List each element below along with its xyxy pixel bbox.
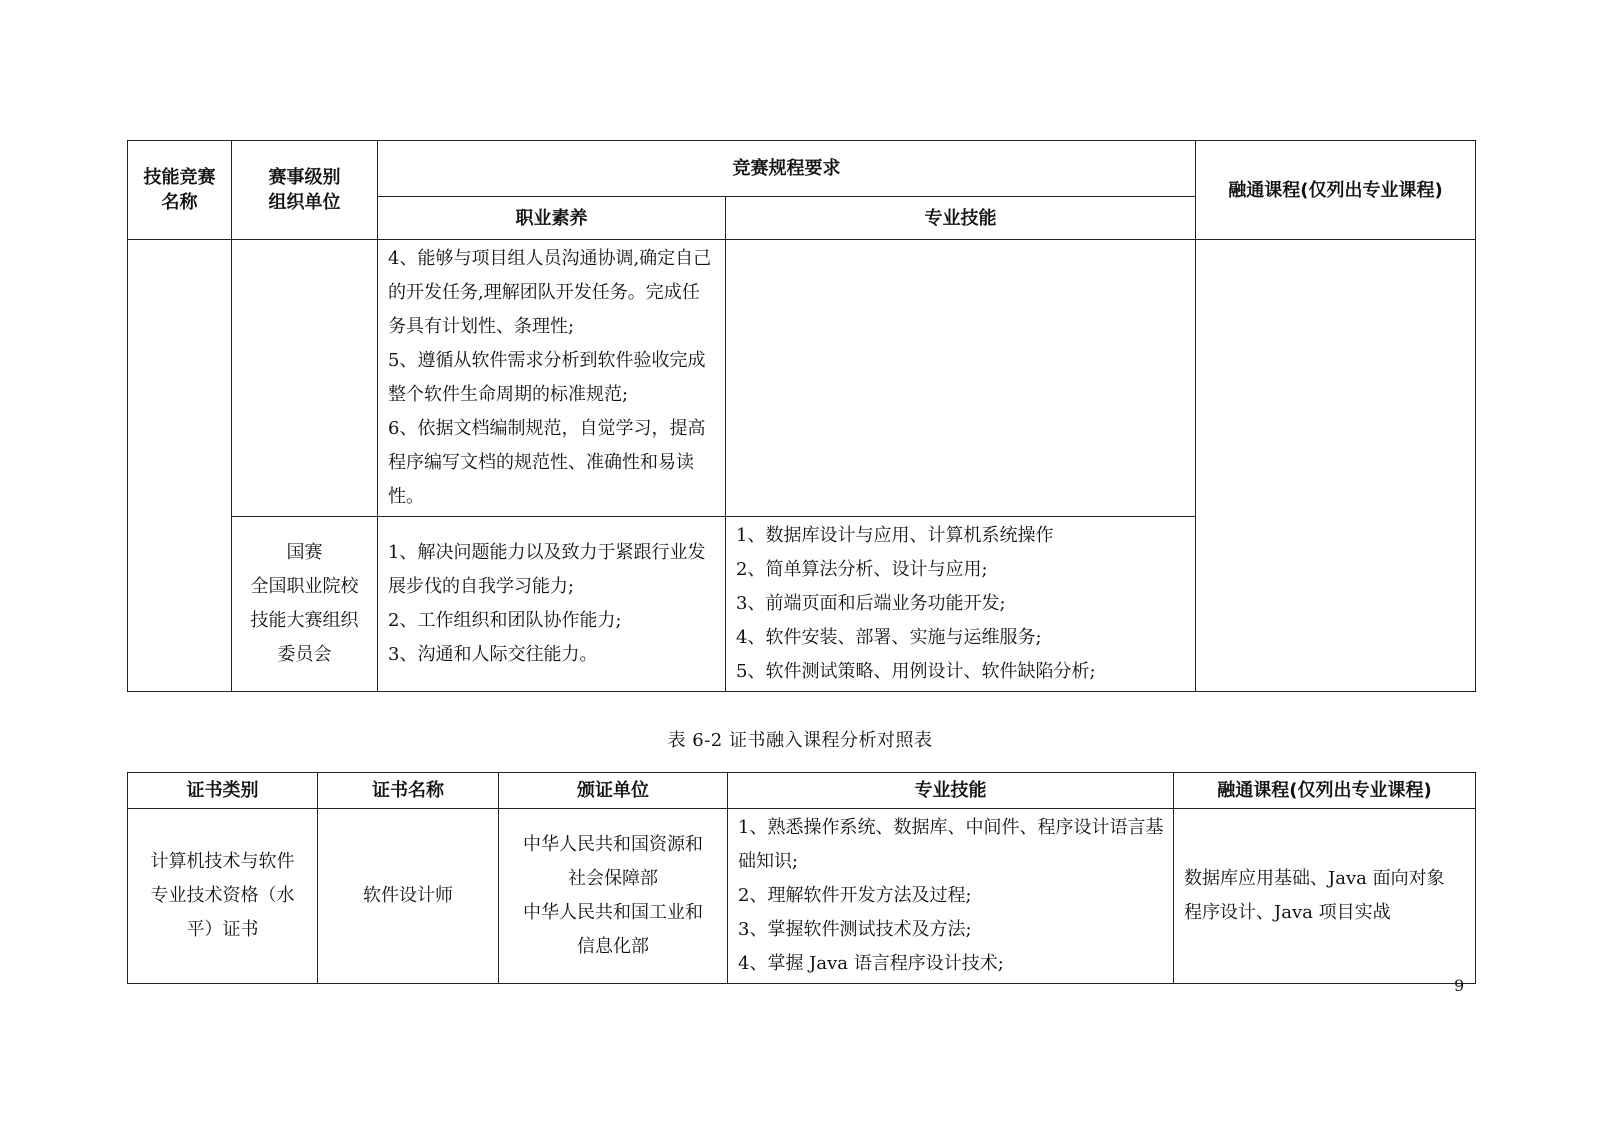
skill-item: 3、掌握软件测试技术及方法; — [738, 919, 972, 940]
category-line: 专业技术资格（水 — [150, 885, 295, 906]
competition-table — [127, 140, 1476, 692]
header-cert-skills: 专业技能 — [728, 773, 1174, 809]
quality-item: 6、依据文档编制规范，自觉学习，提高程序编写文档的规范性、准确性和易读性。 — [388, 418, 706, 507]
issuer-line: 中华人民共和国工业和 — [523, 902, 703, 923]
course-line: 数据库应用基础、Java 面向对象 — [1184, 868, 1445, 889]
header-qualities: 职业素养 — [378, 197, 726, 240]
cell-qualities-row2 — [378, 517, 726, 692]
skill-item: 5、软件测试策略、用例设计、软件缺陷分析; — [736, 661, 1096, 682]
cell-cert-courses — [1174, 809, 1476, 984]
skill-item: 4、掌握 Java 语言程序设计技术; — [738, 953, 1004, 974]
skill-item: 1、熟悉操作系统、数据库、中间件、程序设计语言基础知识; — [738, 817, 1164, 872]
header-requirements: 竞赛规程要求 — [378, 141, 1196, 197]
header-competition-name: 技能竞赛名称 — [128, 141, 232, 240]
table-caption: 表 6-2 证书融入课程分析对照表 — [667, 730, 933, 751]
skill-item: 1、数据库设计与应用、计算机系统操作 — [736, 525, 1054, 546]
level-line: 国赛 — [286, 542, 323, 563]
cell-skills-row1 — [726, 240, 1196, 517]
skill-item: 3、前端页面和后端业务功能开发; — [736, 593, 1006, 614]
quality-item: 5、遵循从软件需求分析到软件验收完成整个软件生命周期的标准规范; — [388, 350, 706, 405]
cell-competition-name — [128, 240, 232, 692]
cell-skills-row2 — [726, 517, 1196, 692]
category-line: 平）证书 — [186, 919, 259, 940]
header-cert-category: 证书类别 — [128, 773, 318, 809]
header-cert-issuer: 颁证单位 — [499, 773, 728, 809]
quality-item: 2、工作组织和团队协作能力; — [388, 610, 622, 631]
skill-item: 4、软件安装、部署、实施与运维服务; — [736, 627, 1042, 648]
cell-level-row1 — [232, 240, 378, 517]
certificate-table — [127, 772, 1476, 984]
skill-item: 2、理解软件开发方法及过程; — [738, 885, 972, 906]
cell-courses — [1196, 240, 1476, 692]
cell-qualities-row1 — [378, 240, 726, 517]
header-level-organizer: 赛事级别组织单位 — [232, 141, 378, 240]
level-line: 委员会 — [277, 644, 332, 665]
level-line: 全国职业院校 — [250, 576, 359, 597]
level-line: 技能大赛组织 — [250, 610, 359, 631]
cell-level-row2 — [232, 517, 378, 692]
cell-cert-issuer — [499, 809, 728, 984]
issuer-line: 中华人民共和国资源和 — [523, 834, 703, 855]
quality-item: 3、沟通和人际交往能力。 — [388, 644, 598, 665]
header-skills: 专业技能 — [726, 197, 1196, 240]
category-line: 计算机技术与软件 — [150, 851, 295, 872]
header-cert-courses: 融通课程(仅列出专业课程) — [1174, 773, 1476, 809]
skill-item: 2、简单算法分析、设计与应用; — [736, 559, 988, 580]
header-cert-name: 证书名称 — [318, 773, 499, 809]
cell-cert-name: 软件设计师 — [318, 809, 499, 984]
cell-cert-category — [128, 809, 318, 984]
course-line: 程序设计、Java 项目实战 — [1184, 902, 1391, 923]
issuer-line: 信息化部 — [577, 936, 649, 957]
issuer-line: 社会保障部 — [568, 868, 658, 889]
quality-item: 1、解决问题能力以及致力于紧跟行业发展步伐的自我学习能力; — [388, 542, 706, 597]
quality-item: 4、能够与项目组人员沟通协调,确定自己的开发任务,理解团队开发任务。完成任务具有计划性、条理性; — [388, 248, 712, 337]
page-number: 9 — [1454, 976, 1465, 995]
header-courses: 融通课程(仅列出专业课程) — [1196, 141, 1476, 240]
cell-cert-skills — [728, 809, 1174, 984]
